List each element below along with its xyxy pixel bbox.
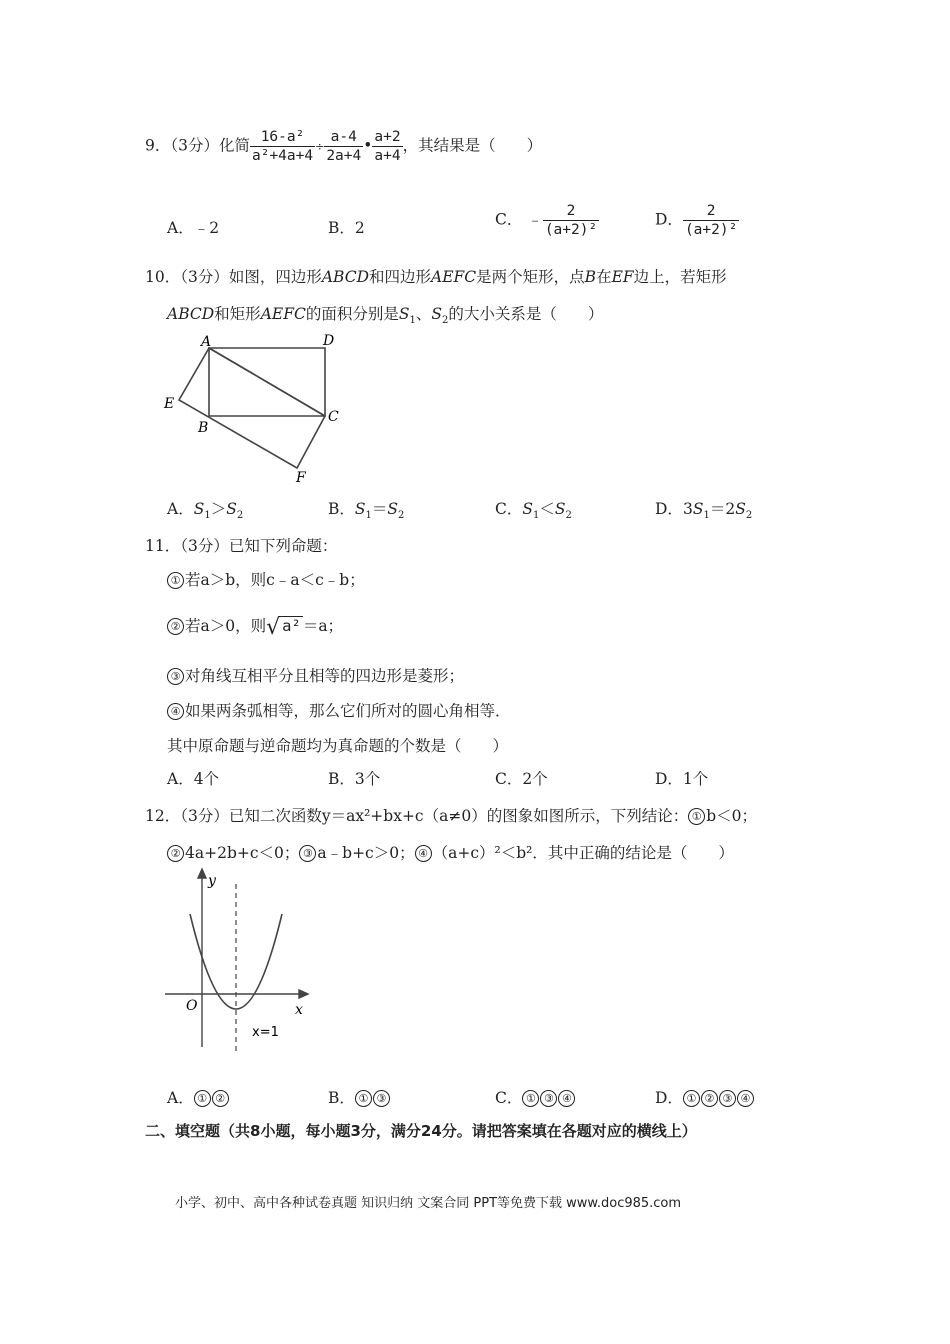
q12-option-a[interactable]: A． ① ② [167, 1086, 230, 1108]
y-axis-arrow [198, 869, 206, 878]
x-axis-arrow [299, 990, 308, 998]
sqrt-radicand: a² [282, 617, 301, 635]
q12-stem-line1: 12．（3分）已知二次函数y＝ax²+bx+c（a≠0）的图象如图所示，下列结论： ① b＜0； [145, 807, 757, 825]
q11-proposition-4: ④ 如果两条弧相等，那么它们所对的圆心角相等． [167, 699, 511, 721]
q9-dot: • [363, 136, 373, 155]
label-e: E [164, 396, 175, 412]
label-f: F [296, 470, 306, 486]
q9-d-fraction: $\frac{2}{\text{(a+2)²}}$ [684, 203, 738, 239]
q11-option-b[interactable]: B．3个 [328, 770, 381, 788]
q9-c-fraction: $\frac{2}{\text{(a+2)²}}$ [544, 203, 598, 239]
q9-tail: ，其结果是（ ） [402, 136, 543, 155]
label-d: D [323, 333, 335, 349]
q9-stem [145, 128, 542, 165]
q12-option-c[interactable]: C． ① ③ ④ [495, 1086, 576, 1108]
graph-label-axis: x=1 [252, 1025, 279, 1040]
q11-option-a[interactable]: A．4个 [167, 770, 220, 788]
q11-proposition-3: ③ 对角线互相平分且相等的四边形是菱形； [167, 664, 464, 686]
q12-option-b[interactable]: B． ① ③ [328, 1086, 391, 1108]
rectangle-aefc [179, 348, 325, 468]
q9-divide: ÷ [315, 140, 325, 154]
q9-option-c[interactable]: C． ﹣ $\frac{2}{\text{(a+2)²}}$ [495, 203, 598, 239]
q11-option-d[interactable]: D．1个 [655, 770, 709, 788]
q9-option-a[interactable]: A．﹣2 [167, 219, 220, 237]
q10-stem-line1: 10．（3分）如图，四边形ABCD和四边形AEFC是两个矩形，点B在EF边上，若矩形 [145, 268, 727, 286]
q12-option-d[interactable]: D． ① ② ③ ④ [655, 1086, 755, 1108]
section-heading-fill-in: 二、填空题（共8小题，每小题3分，满分24分。请把答案填在各题对应的横线上） [145, 1122, 697, 1140]
q9-fraction-3: $\frac{a+2}{a+4}$ [374, 129, 401, 165]
q9-lead: 9．（3分）化简 [145, 136, 250, 155]
graph-label-origin: O [186, 998, 198, 1014]
q10-rectangles-figure [160, 328, 360, 488]
q9-option-b[interactable]: B．2 [328, 219, 365, 237]
q10-option-c[interactable]: C．$S_1<S_2$ [495, 500, 572, 522]
page-footer: 小学、初中、高中各种试卷真题 知识归纳 文案合同 PPT等免费下载 www.doc985.com [175, 1196, 682, 1211]
q11-stem: 11．（3分）已知下列命题： [145, 537, 338, 555]
q9-fraction-2: $\frac{a-4}{2a+4}$ [326, 129, 362, 165]
q10-option-d[interactable]: D．$3S_1=2S_2$ [655, 500, 753, 522]
q11-question: 其中原命题与逆命题均为真命题的个数是（ ） [167, 737, 509, 755]
graph-label-y: y [208, 873, 216, 889]
q10-option-b[interactable]: B．$S_1=S_2$ [328, 500, 405, 522]
sqrt-symbol: √ [266, 615, 281, 640]
graph-label-x: x [295, 1002, 303, 1018]
q10-option-a[interactable]: A．$S_1>S_2$ [167, 500, 244, 522]
label-c: C [328, 409, 339, 425]
q9-fraction-1: $\frac{\text{16-a²}}{\text{a²+4a+4}}$ [251, 129, 314, 165]
label-b: B [198, 420, 209, 436]
q12-parabola-graph [160, 862, 320, 1057]
q10-stem-line2: ABCD和矩形AEFC的面积分别是$S_1$、$S_2$的大小关系是（ ） [167, 305, 604, 327]
q11-option-c[interactable]: C．2个 [495, 770, 548, 788]
q11-proposition-1: ① 若a＞b，则c﹣a＜c﹣b； [167, 568, 365, 590]
q12-stem-line2: ② 4a+2b+c＜0； ③ a﹣b+c＞0； ④ （a+c）²＜b²．其中正确的结论是（ ） [167, 841, 734, 863]
label-a: A [201, 334, 212, 350]
q11-proposition-2: ② 若a＞0，则√ a² ＝a； [167, 614, 343, 640]
q9-option-d[interactable]: D． $\frac{2}{\text{(a+2)²}}$ [655, 203, 738, 239]
